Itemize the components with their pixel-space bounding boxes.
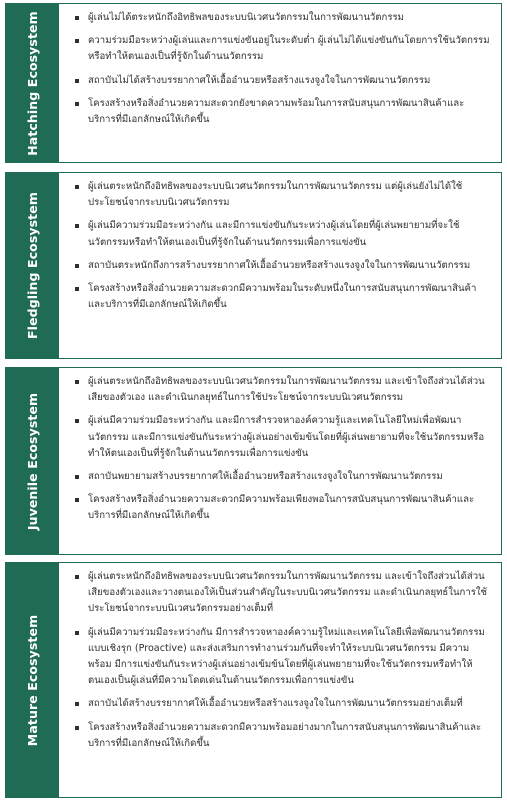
list-item: ผู้เล่นตระหนักถึงอิทธิพลของระบบนิเวศนวัตกรรมในการพัฒนานวัตกรรม แต่ผู้เล่นยังไม่ได้ใช้ประโยชน์จากระบบนิเวศนวัตกรรม bbox=[73, 179, 491, 211]
list-item: สถาบันพยายามสร้างบรรยากาศให้เอื้ออำนวยหรือสร้างแรงจูงใจในการพัฒนานวัตกรรม bbox=[73, 469, 491, 485]
section-band bbox=[6, 173, 59, 358]
section-title: Mature Ecosystem bbox=[25, 614, 41, 746]
section-band bbox=[6, 368, 59, 554]
list-item: สถาบันตระหนักถึงการสร้างบรรยากาศให้เอื้ออำนวยหรือสร้างแรงจูงใจในการพัฒนานวัตกรรม bbox=[73, 258, 491, 274]
list-item: ผู้เล่นตระหนักถึงอิทธิพลของระบบนิเวศนวัตกรรมในการพัฒนานวัตกรรม และเข้าใจถึงส่วนได้ส่วนเสียของตัวเอง และดำเนินกลยุทธ์ในการใช้ประโยชน์จากระบบนิเวศนวัตกรรม bbox=[73, 374, 491, 406]
section-band bbox=[6, 563, 59, 797]
list-item: ความร่วมมือระหว่างผู้เล่นและการแข่งขันอยู่ในระดับต่ำ ผู้เล่นไม่ได้แข่งขันกันโดยการใช้นวัตกรรมหรือทำให้ตนเองเป็นที่รู้จักในด้านนวัตกรรม bbox=[73, 33, 491, 65]
section-title: Juvenile Ecosystem bbox=[25, 392, 41, 530]
section-title: Fledgling Ecosystem bbox=[25, 192, 41, 339]
section-content bbox=[59, 4, 501, 162]
list-item: ผู้เล่นมีความร่วมมือระหว่างกัน และมีการแข่งขันกันระหว่างผู้เล่นโดยที่ผู้เล่นพยายามที่จะใช้นวัตกรรมหรือทำให้ตนเองเป็นที่รู้จักในด้านนวัตกรรมเพื่อการแข่งขัน bbox=[73, 218, 491, 250]
bullet-list bbox=[73, 374, 491, 525]
bullet-list bbox=[73, 179, 491, 313]
list-item: โครงสร้างหรือสิ่งอำนวยความสะดวกมีความพร้อมในระดับหนึ่งในการสนับสนุนการพัฒนาสินค้าและบริการที่มีเอกลักษณ์ให้เกิดขึ้น bbox=[73, 281, 491, 313]
list-item: โครงสร้างหรือสิ่งอำนวยความสะดวกมีความพร้อมอย่างมากในการสนับสนุนการพัฒนาสินค้าและบริการที่มีเอกลักษณ์ให้เกิดขึ้น bbox=[73, 720, 491, 752]
section-mature bbox=[5, 562, 502, 798]
section-band bbox=[6, 4, 59, 162]
bullet-list bbox=[73, 569, 491, 752]
list-item: โครงสร้างหรือสิ่งอำนวยความสะดวกมีความพร้อมเพียงพอในการสนับสนุนการพัฒนาสินค้าและบริการที่มีเอกลักษณ์ให้เกิดขึ้น bbox=[73, 492, 491, 524]
list-item: ผู้เล่นไม่ได้ตระหนักถึงอิทธิพลของระบบนิเวศนวัตกรรมในการพัฒนานวัตกรรม bbox=[73, 10, 491, 26]
section-content bbox=[59, 368, 501, 554]
section-title: Hatching Ecosystem bbox=[25, 10, 41, 156]
list-item: ผู้เล่นมีความร่วมมือระหว่างกัน และมีการสำรวจหาองค์ความรู้และเทคโนโลยีใหม่เพื่อพัฒนานวัตกรรม และมีการแข่งขันกันระหว่างผู้เล่นอย่างเข้มข้นโดยที่ผู้เล่นพยายามที่จะใช้นวัตกรรมหรือทำให้ตนเองเป็นที่รู้จักในด้านนวัตกรรมเพื่อการแข่งขัน bbox=[73, 413, 491, 462]
section-content bbox=[59, 563, 501, 797]
section-fledgling bbox=[5, 172, 502, 359]
list-item: สถาบันได้สร้างบรรยากาศให้เอื้ออำนวยหรือสร้างแรงจูงใจในการพัฒนานวัตกรรมอย่างเต็มที่ bbox=[73, 696, 491, 712]
bullet-list bbox=[73, 10, 491, 128]
list-item: ผู้เล่นมีความร่วมมือระหว่างกัน มีการสำรวจหาองค์ความรู้ใหม่และเทคโนโลยีเพื่อพัฒนานวัตกรรมแบบเชิงรุก (Proactive) และส่งเสริมการทำงานร่วมกันที่จะทำให้ระบบนิเวศนวัตกรรม มีความพร้อม มีการแข่งขันกันระหว่างผู้เล่นอย่างเข้มข้นโดยที่ผู้เล่นพยายามที่จะใช้นวัตกรรมหรือทำให้ตนเองเป็นผู้เล่นที่มีความโดดเด่นในด้านนวัตกรรมเพื่อการแข่งขัน bbox=[73, 625, 491, 690]
list-item: สถาบันไม่ได้สร้างบรรยากาศให้เอื้ออำนวยหรือสร้างแรงจูงใจในการพัฒนานวัตกรรม bbox=[73, 73, 491, 89]
list-item: ผู้เล่นตระหนักถึงอิทธิพลของระบบนิเวศนวัตกรรมในการพัฒนานวัตกรรม และเข้าใจถึงส่วนได้ส่วนเสียของตัวเองและวางตนเองให้เป็นส่วนสำคัญในระบบนิเวศนวัตกรรม และดำเนินกลยุทธ์ในการใช้ประโยชน์จากระบบนิเวศนวัตกรรมอย่างเต็มที่ bbox=[73, 569, 491, 618]
list-item: โครงสร้างหรือสิ่งอำนวยความสะดวกยังขาดความพร้อมในการสนับสนุนการพัฒนาสินค้าและบริการที่มีเอกลักษณ์ให้เกิดขึ้น bbox=[73, 96, 491, 128]
section-hatching bbox=[5, 3, 502, 163]
section-content bbox=[59, 173, 501, 358]
section-juvenile bbox=[5, 367, 502, 555]
